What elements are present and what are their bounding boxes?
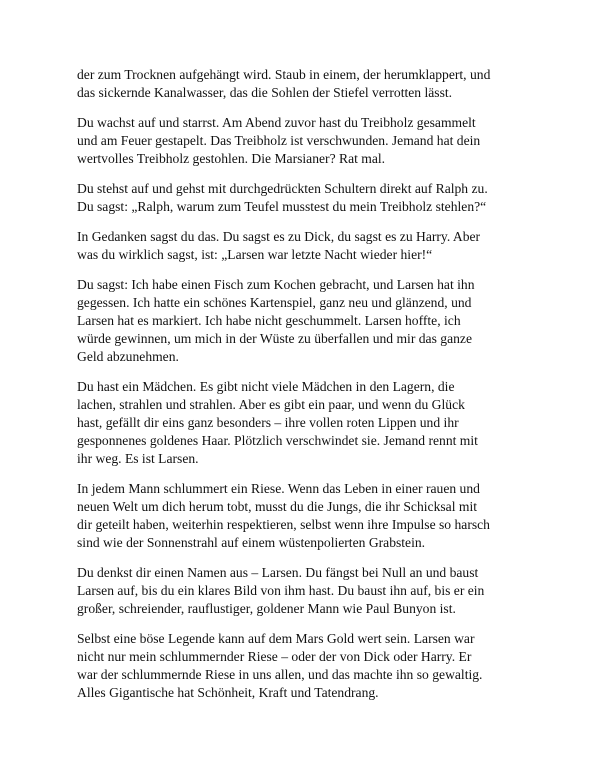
paragraph-2: Du wachst auf und starrst. Am Abend zuvor hast du Treibholz gesammelt und am Feuer gestapelt. Das Treibholz ist verschwunden. Jemand hat dein wertvolles Treibholz gestohlen. Die Marsianer? Rat mal.: [77, 115, 481, 166]
paragraph-1: der zum Trocknen aufgehängt wird. Staub in einem, der herumklappert, und das sickernde Kanalwasser, das die Sohlen der Stiefel verrotten lässt.: [77, 67, 491, 100]
paragraph-6: Du hast ein Mädchen. Es gibt nicht viele Mädchen in den Lagern, die lachen, strahlen und strahlen. Aber es gibt ein paar, und wenn du Glück hast, gefällt dir eins ganz besonders – ihre vollen roten Lippen und ihr gesponnenes goldenes Haar. Plötzlich verschwindet sie. Jemand rennt mit ihr weg. Es ist Larsen.: [77, 379, 478, 466]
document-page: [77, 66, 527, 714]
paragraph-4: In Gedanken sagst du das. Du sagst es zu Dick, du sagst es zu Harry. Aber was du wirklich sagst, ist: „Larsen war letzte Nacht wieder hier!“: [77, 229, 481, 262]
paragraph-8: Du denkst dir einen Namen aus – Larsen. Du fängst bei Null an und baust Larsen auf, bis du ein klares Bild von ihm hast. Du baust ihn auf, bis er ein großer, schreiender, rauflustiger, goldener Mann wie Paul Bunyon ist.: [77, 565, 485, 616]
paragraph-3: Du stehst auf und gehst mit durchgedrückten Schultern direkt auf Ralph zu. Du sagst: „Ralph, warum zum Teufel musstest du mein Treibholz stehlen?“: [77, 181, 488, 214]
paragraph-9: Selbst eine böse Legende kann auf dem Mars Gold wert sein. Larsen war nicht nur mein schlummernder Riese – oder der von Dick oder Harry. Er war der schlummernde Riese in uns allen, und das machte ihn so gewaltig. Alles Gigantische hat Schönheit, Kraft und Tatendrang.: [77, 631, 483, 700]
paragraph-7: In jedem Mann schlummert ein Riese. Wenn das Leben in einer rauen und neuen Welt um dich herum tobt, musst du die Jungs, die ihr Schicksal mit dir geteilt haben, weiterhin respektieren, selbst wenn ihre Impulse so harsch sind wie der Sonnenstrahl auf einem wüstenpolierten Grabstein.: [77, 481, 490, 550]
paragraph-5: Du sagst: Ich habe einen Fisch zum Kochen gebracht, und Larsen hat ihn gegessen. Ich hatte ein schönes Kartenspiel, ganz neu und glänzend, und Larsen hat es markiert. Ich habe nicht geschummelt. Larsen hoffte, ich würde gewinnen, um mich in der Wüste zu überfallen und mir das ganze Geld abzunehmen.: [77, 277, 475, 364]
